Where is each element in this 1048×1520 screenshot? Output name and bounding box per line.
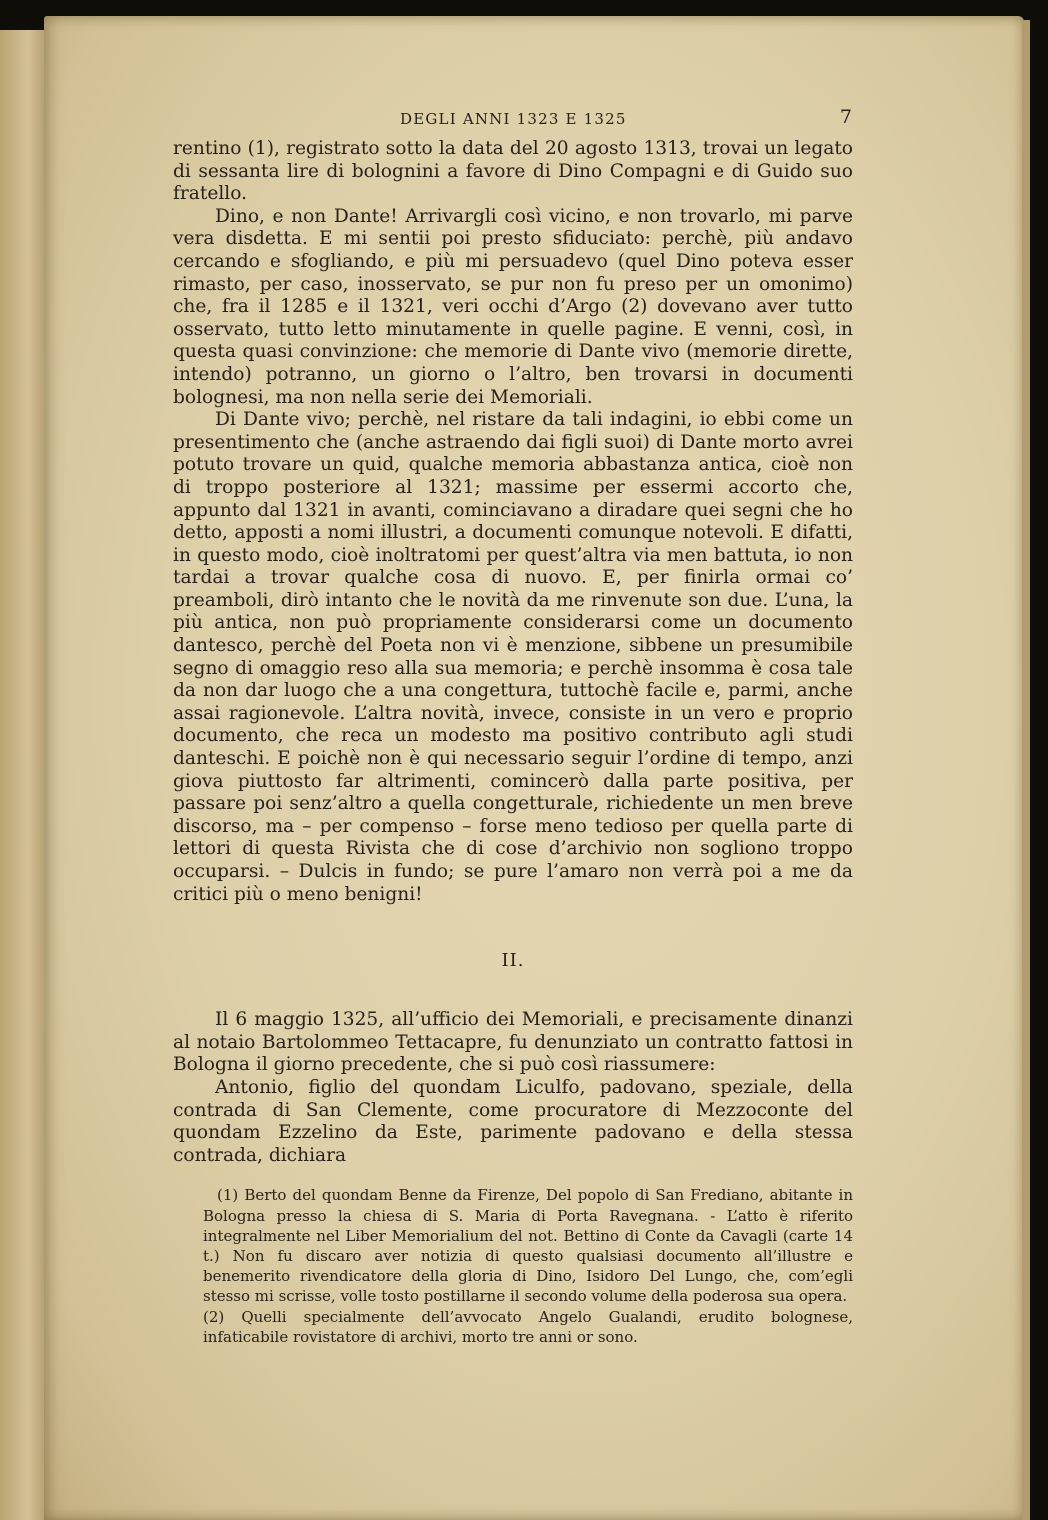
- paragraph: Dino, e non Dante! Arrivargli così vicino, e non trovarlo, mi parve vera disdetta. E mi sentii poi presto sfiduciato: perchè, più andavo cercando e sfogliando, e più mi persuadevo (quel Dino poteva esser rimasto, per caso, inosservato, se pur non fu preso per un omonimo) che, fra il 1285 e il 1321, veri occhi d’Argo (2) dovevano aver tutto osservato, tutto letto minutamente in quelle pagine. E venni, così, in questa quasi convinzione: che memorie di Dante vivo (memorie dirette, intendo) potranno, un giorno o l’altro, ben trovarsi in documenti bolognesi, ma non nella serie dei Memoriali.: [173, 205, 853, 408]
- footnote-2: (2) Quelli specialmente dell’avvocato Angelo Gualandi, erudito bolognese, infaticabile rovistatore di archivi, morto tre anni or sono.: [203, 1307, 853, 1346]
- paragraph: Antonio, figlio del quondam Liculfo, padovano, speziale, della contrada di San Clemente, come procuratore di Mezzoconte del quondam Ezzelino da Este, parimente padovano e della stessa contrada, dichiara: [173, 1076, 853, 1166]
- paragraph-continued: rentino (1), registrato sotto la data del 20 agosto 1313, trovai un legato di sessanta lire di bolognini a favore di Dino Compagni e di Guido suo fratello.: [173, 138, 853, 205]
- page-edge: [1022, 20, 1030, 1520]
- body-text: [173, 138, 853, 1167]
- footnote-1: (1) Berto del quondam Benne da Firenze, Del popolo di San Frediano, abitante in Bologna presso la chiesa di S. Maria di Porta Ravegnana. - L’atto è riferito integralmente nel Liber Memorialium del not. Bettino di Conte da Cavagli (carte 14 t.) Non fu discaro aver notizia di questo qualsiasi documento all’illustre e benemerito rivendicatore della gloria di Dino, Isidoro Del Lungo, che, com’egli stesso mi scrisse, volle tosto postillarne il secondo volume della poderosa sua opera.: [203, 1186, 853, 1306]
- running-title: DEGLI ANNI 1323 E 1325: [400, 110, 627, 128]
- section-heading: II.: [501, 950, 525, 972]
- paragraph: Il 6 maggio 1325, all’ufficio dei Memoriali, e precisamente dinanzi al notaio Bartolommeo Tettacapre, fu denunziato un contratto fattosi in Bologna il giorno precedente, che si può così riassumere:: [173, 1009, 853, 1076]
- paragraph: Di Dante vivo; perchè, nel ristare da tali indagini, io ebbi come un presentimento che (anche astraendo dai figli suoi) di Dante morto avrei potuto trovare un quid, qualche memoria abbastanza antica, cioè non di troppo posteriore al 1321; massime per essermi accorto che, appunto dal 1321 in avanti, cominciavano a diradare quei segni che ho detto, apposti a nomi illustri, a documenti comunque notevoli. E difatti, in questo modo, cioè inoltratomi per quest’altra via men battuta, io non tardai a trovar qualche cosa di nuovo. E, per finirla ormai co’ preamboli, dirò intanto che le novità da me rinvenute son due. L’una, la più antica, non può propriamente considerarsi come un documento dantesco, perchè del Poeta non vi è menzione, sibbene un presumibile segno di omaggio reso alla sua memoria; e perchè insomma è cosa tale da non dar luogo che a una congettura, tuttochè facile e, parmi, anche assai ragionevole. L’altra novità, invece, consiste in un vero e proprio documento, che reca un modesto ma positivo contributo agli studi danteschi. E poichè non è qui necessario seguir l’ordine di tempo, anzi giova piuttosto far altrimenti, comincerò dalla parte positiva, per passare poi senz’altro a quella congetturale, richiedente un men breve discorso, ma – per compenso – forse meno tedioso per quella parte di lettori di questa Rivista che di cose d’archivio non sogliono troppo occuparsi. – Dulcis in fundo; se pure l’amaro non verrà poi a me da critici più o meno benigni!: [173, 409, 853, 905]
- page-number: 7: [839, 106, 853, 128]
- footnotes: [173, 1185, 853, 1347]
- page-content: [173, 106, 853, 1347]
- running-head: [173, 106, 853, 138]
